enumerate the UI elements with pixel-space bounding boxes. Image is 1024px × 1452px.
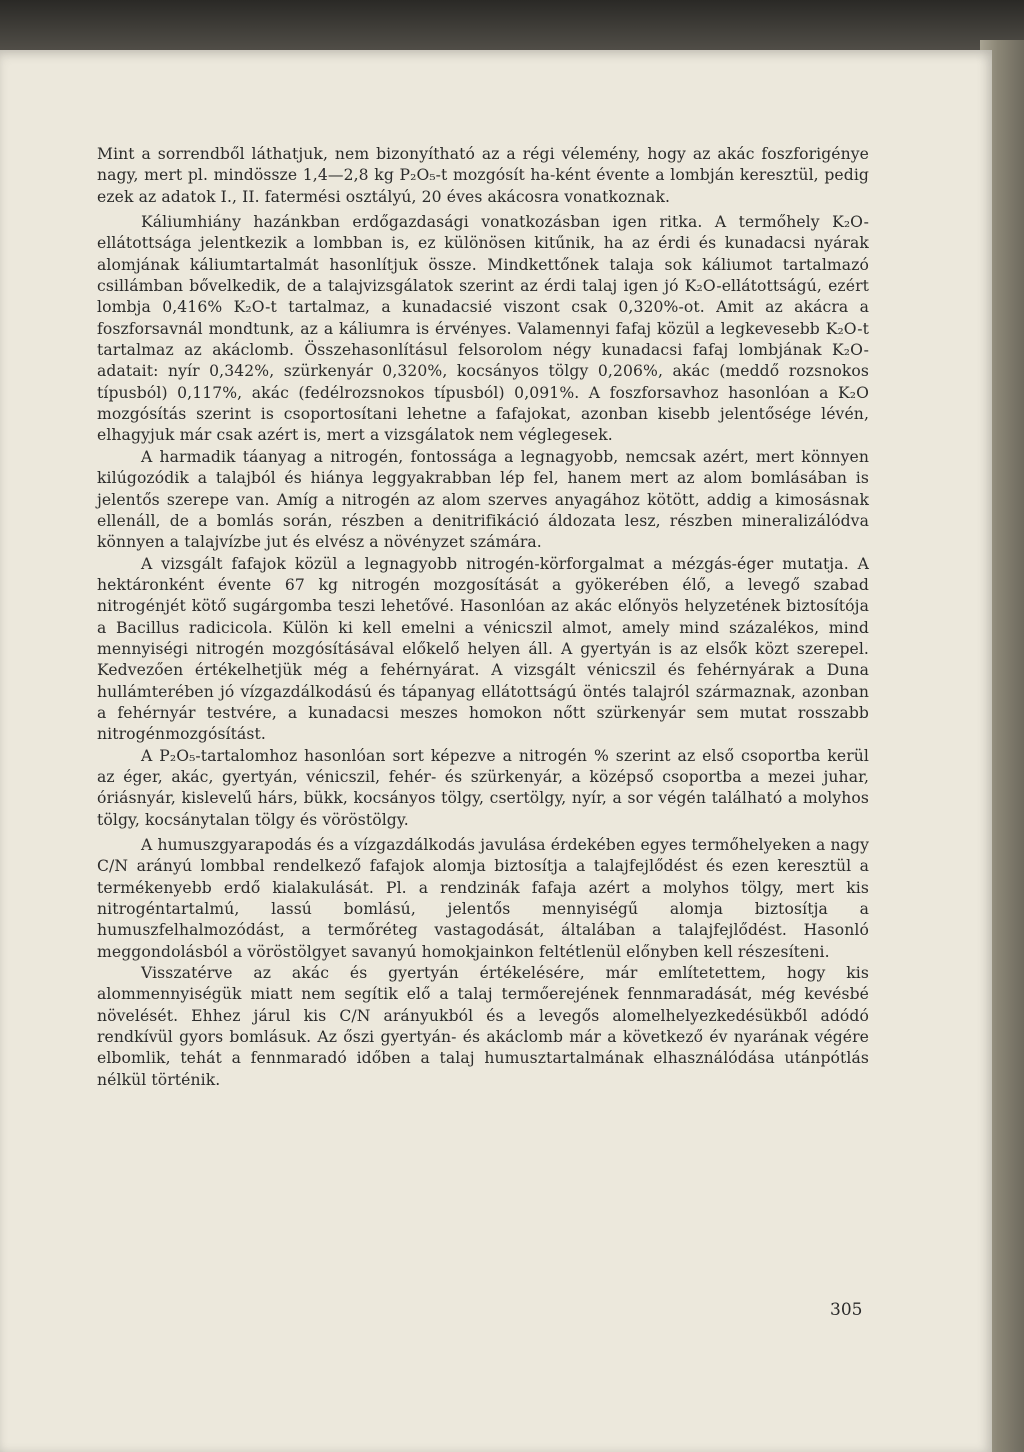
book-page: [0, 50, 992, 1452]
paragraph-2: Káliumhiány hazánkban erdőgazdasági vonatkozásban igen ritka. A termőhely K₂O-ellátottsága jelentkezik a lombban is, ez különösen kitűnik, ha az érdi és kunadacsi nyárak alomjának káliumtartalmát hasonlítjuk össze. Mindkettőnek talaja sok káliumot tartalmazó csillámban bővelkedik, de a talajvizsgálatok szerint az érdi talaj igen jó K₂O-ellátottságú, ezért lombja 0,416% K₂O-t tartalmaz, a kunadacsié viszont csak 0,320%-ot. Amit az akácra a foszforsavnál mondtunk, az a káliumra is érvényes. Valamennyi fafaj közül a legkevesebb K₂O-t tartalmaz az akáclomb. Összehasonlításul felsorolom négy kunadacsi fafaj lombjának K₂O-adatait: nyír 0,342%, szürkenyár 0,320%, kocsányos tölgy 0,206%, akác (meddő rozsnokos típusból) 0,117%, akác (fedélrozsnokos típusból) 0,091%. A foszforsavhoz hasonlóan a K₂O mozgósítás szerint is csoportosítani lehetne a fafajokat, azonban kisebb jelentősége lévén, elhagyjuk már csak azért is, mert a vizsgálatok nem véglegesek.: [97, 213, 869, 445]
paragraph-1: Mint a sorrendből láthatjuk, nem bizonyítható az a régi vélemény, hogy az akác foszforigénye nagy, mert pl. mindössze 1,4—2,8 kg P₂O₅-t mozgósít ha-ként évente a lombján keresztül, pedig ezek az adatok I., II. fatermési osztályú, 20 éves akácosra vonatkoznak.: [97, 145, 869, 206]
paragraph-5: A P₂O₅-tartalomhoz hasonlóan sort képezve a nitrogén % szerint az első csoportba kerül az éger, akác, gyertyán, vénicszil, fehér- és szürkenyár, a középső csoportba a mezei juhar, óriásnyár, kislevelű hárs, bükk, kocsányos tölgy, csertölgy, nyír, a sor végén található a molyhos tölgy, kocsánytalan tölgy és vöröstölgy.: [97, 746, 869, 829]
paragraph-4: A vizsgált fafajok közül a legnagyobb nitrogén-körforgalmat a mézgás-éger mutatja. A hektáronként évente 67 kg nitrogén mozgosítását a gyökerében élő, a levegő szabad nitrogénjét kötő sugárgomba teszi lehetővé. Hasonlóan az akác előnyös helyzetének biztosítója a Bacillus radicicola. Külön ki kell emelni a vénicszil almot, amely mind százalékos, mind mennyiségi nitrogén mozgósításával előkelő helyen áll. A gyertyán is az elsők közt szerepel. Kedvezően értékelhetjük még a fehérnyárat. A vizsgált vénicszil és fehérnyárak a Duna hullámterében jó vízgazdálkodású és tápanyag ellátottságú öntés talajról származnak, azonban a fehérnyár testvére, a kunadacsi meszes homokon nőtt szürkenyár sem mutat rosszabb nitrogénmozgósítást.: [97, 554, 869, 744]
paragraph-3: A harmadik táanyag a nitrogén, fontossága a legnagyobb, nemcsak azért, mert könnyen kilúgozódik a talajból és hiánya leggyakrabban lép fel, hanem mert az alom bomlásában is jelentős szerepe van. Amíg a nitrogén az alom szerves anyagához kötött, addig a kimosásnak ellenáll, de a bomlás során, részben a denitrifikáció áldozata lesz, részben mineralizálódva könnyen a talajvízbe jut és elvész a növényzet számára.: [97, 447, 869, 552]
paragraph-6: A humuszgyarapodás és a vízgazdálkodás javulása érdekében egyes termőhelyeken a nagy C/N arányú lombbal rendelkező fafajok alomja biztosítja a talajfejlődést és ezen keresztül a termékenyebb erdő kialakulását. Pl. a rendzinák fafaja azért a molyhos tölgy, mert kis nitrogéntartalmú, lassú bomlású, jelentős mennyiségű alomja biztosítja a humuszfelhalmozódást, a termőréteg vastagodását, általában a talajfejlődést. Hasonló meggondolásból a vöröstölgyet savanyú homokjainkon feltétlenül előnyben kell részesíteni.: [97, 836, 869, 961]
paragraph-7: Visszatérve az akác és gyertyán értékelésére, már említetettem, hogy kis alommennyiségük miatt nem segítik elő a talaj termőerejének fennmaradását, még kevésbé növelését. Ehhez járul kis C/N arányukból és a levegős alomelhelyezkedésükből adódó rendkívül gyors bomlásuk. Az őszi gyertyán- és akáclomb már a következő év nyarának végére elbomlik, tehát a fennmaradó időben a talaj humusztartalmának elhasználódása utánpótlás nélkül történik.: [97, 964, 869, 1089]
body-text: [97, 144, 869, 1091]
scanner-top-edge: [0, 0, 1024, 56]
page-number: 305: [830, 1300, 863, 1320]
